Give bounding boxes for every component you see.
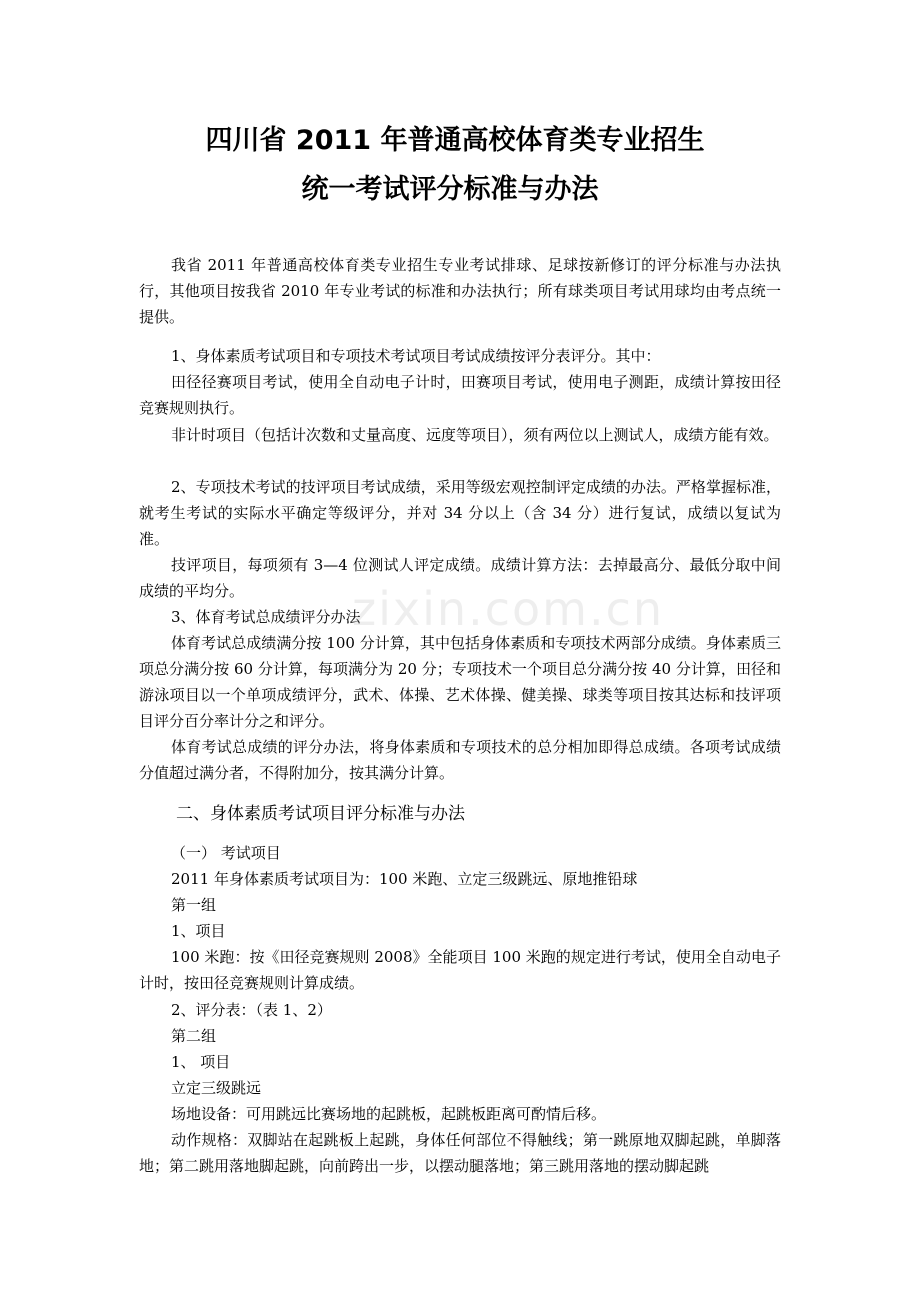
group-1-description: 100 米跑：按《田径竞赛规则 2008》全能项目 100 米跑的规定进行考试，使用全自动电子计时，按田径竞赛规则计算成绩。 [139, 948, 781, 992]
document-title-line-2: 统一考试评分标准与办法 [301, 174, 599, 205]
group-2-heading: 第二组 [171, 1027, 217, 1045]
section-1-paragraph-1: 田径径赛项目考试，使用全自动电子计时，田赛项目考试，使用电子测距，成绩计算按田径竞赛规则执行。 [139, 373, 781, 417]
group-1-score-table-ref: 2、评分表：（表 1、2） [171, 1001, 332, 1019]
section-2-paragraph-2: 技评项目，每项须有 3—4 位测试人评定成绩。成绩计算方法：去掉最高分、最低分取中间成绩的平均分。 [139, 556, 781, 600]
group-2-venue: 场地设备：可用跳远比赛场地的起跳板，起跳板距离可酌情后移。 [171, 1105, 607, 1123]
section-3-paragraph-2: 体育考试总成绩的评分办法，将身体素质和专项技术的总分相加即得总成绩。各项考试成绩分值超过满分者，不得附加分，按其满分计算。 [139, 738, 781, 782]
part-2-heading: 二、身体素质考试项目评分标准与办法 [176, 804, 465, 824]
exam-items-line: 2011 年身体素质考试项目为：100 米跑、立定三级跳远、原地推铅球 [171, 870, 638, 888]
group-1-item-heading: 1、项目 [171, 922, 226, 940]
subsection-1-heading: （一） 考试项目 [171, 844, 281, 862]
watermark: zixin.com.cn [352, 582, 665, 636]
intro-paragraph: 我省 2011 年普通高校体育类专业招生专业考试排球、足球按新修订的评分标准与办法执行，其他项目按我省 2010 年专业考试的标准和办法执行；所有球类项目考试用球均由考点统一提供。 [139, 256, 781, 326]
group-2-item-name: 立定三级跳远 [171, 1079, 262, 1097]
group-1-heading: 第一组 [171, 896, 217, 914]
section-3-heading: 3、体育考试总成绩评分办法 [171, 608, 361, 626]
document-title-line-1: 四川省 2011 年普通高校体育类专业招生 [205, 125, 705, 156]
section-1-paragraph-2: 非计时项目（包括计次数和丈量高度、远度等项目），须有两位以上测试人，成绩方能有效。 [171, 426, 779, 444]
group-2-rules: 动作规格：双脚站在起跳板上起跳，身体任何部位不得触线；第一跳原地双脚起跳，单脚落地；第二跳用落地脚起跳，向前跨出一步，以摆动腿落地；第三跳用落地的摆动脚起跳 [139, 1131, 781, 1175]
section-1-heading: 1、身体素质考试项目和专项技术考试项目考试成绩按评分表评分。其中： [171, 347, 661, 365]
group-2-item-heading: 1、 项目 [171, 1053, 231, 1071]
section-3-paragraph-1: 体育考试总成绩满分按 100 分计算，其中包括身体素质和专项技术两部分成绩。身体素质三项总分满分按 60 分计算，每项满分为 20 分；专项技术一个项目总分满分按 40 分计算，田径和游泳项目以一个单项成绩评分，武术、体操、艺术体操、健美操、球类等项目按其达标和技评项目评分百分率计分之和评分。 [139, 634, 781, 730]
section-2-paragraph-1: 2、专项技术考试的技评项目考试成绩，采用等级宏观控制评定成绩的办法。严格掌握标准，就考生考试的实际水平确定等级评分，并对 34 分以上（含 34 分）进行复试，成绩以复试为准。 [139, 478, 781, 548]
